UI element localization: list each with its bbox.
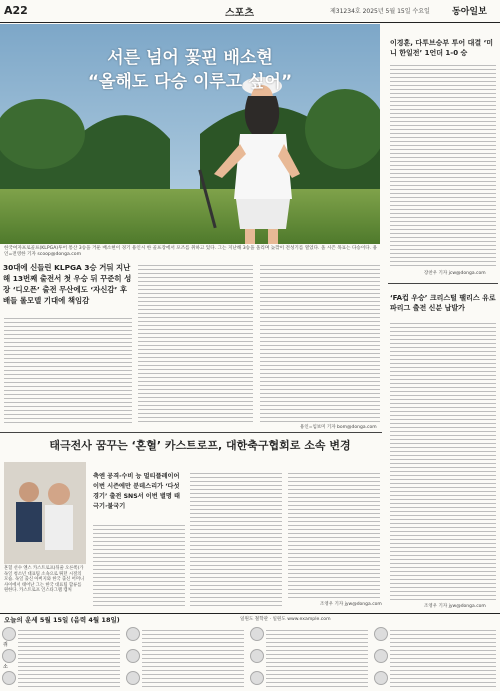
horse-icon — [250, 627, 264, 641]
second-story-deck: 축엔 공격·수비 능 멀티플레이어 이번 시즌에만 분데스리가 ‘다섯 경기’ 출전 SNS서 이번 별명 태극기·불국기 — [93, 473, 180, 510]
rat-icon — [2, 627, 16, 641]
snake-icon — [126, 671, 140, 685]
main-story-deck: 30대에 신들린 KLPGA 3승 거둬 지난해 13번째 출전서 첫 우승 뒤 꾸준히 성장 ‘디오픈’ 출전 무산에도 ‘자신감’ 후배들 롤모델 기대에 책임감 — [3, 263, 132, 305]
page-number: A22 — [4, 4, 28, 17]
fortune-text — [390, 627, 496, 687]
main-story-body-col2 — [138, 262, 253, 425]
monkey-icon — [250, 671, 264, 685]
fortune-col-3 — [250, 625, 370, 689]
second-story-byline: 조영우 기자 jyw@donga.com — [320, 602, 382, 607]
dog-icon — [374, 649, 388, 663]
headline-line-2: “올해도 다승 이루고 싶어” — [87, 72, 293, 92]
main-headline — [70, 46, 310, 94]
zodiac-label: 쥐 — [3, 642, 8, 648]
page-header — [0, 0, 500, 23]
photo-caption: 한국여자프로골프(KLPGA)투어 통산 3승을 거둔 배소현이 경기 용인시 한 골프장에서 포즈를 취하고 있다. 그는 지난해 3승을 올리며 늦깎이 전성기를 열었다. 올 시즌 목표는 다승이다. 용인=전영한 기자 scoop@donga.com — [4, 246, 378, 257]
second-story-body-col2 — [190, 470, 282, 608]
tiger-icon — [2, 671, 16, 685]
main-story-body-col1 — [4, 315, 132, 425]
section-name: 스포츠 — [225, 8, 254, 19]
right-story-2-body — [390, 320, 496, 600]
right-story-2-byline: 조영우 기자 jyw@donga.com — [424, 604, 486, 609]
dragon-icon — [126, 649, 140, 663]
fortune-text — [142, 627, 244, 687]
main-photo — [0, 24, 380, 244]
main-story-byline: 용인=임보미 기자 bom@donga.com — [300, 425, 377, 430]
right-column-divider — [388, 283, 498, 284]
right-story-1-body — [390, 62, 496, 267]
rooster-icon — [374, 627, 388, 641]
ox-icon — [2, 649, 16, 663]
second-story-title: 태극전사 꿈꾸는 ‘혼혈’ 카스트로프, 대한축구협회로 소속 변경 — [49, 439, 351, 452]
zodiac-label: 소 — [3, 664, 8, 670]
fortune-header — [0, 613, 500, 624]
fortune-col-2 — [126, 625, 246, 689]
fortune-title: 오늘의 운세 5월 15일 (음력 4월 18일) — [4, 616, 120, 624]
second-story-body-col3 — [288, 470, 380, 598]
fortune-grid — [0, 625, 500, 689]
rabbit-icon — [126, 627, 140, 641]
right-story-1-title: 이경훈, 다투브승부 투어 대결 ‘미니 한일전’ 1언더 1-0 승 — [390, 39, 493, 57]
second-story-body-col1 — [93, 522, 185, 608]
issue-date: 제31234호 2025년 5월 15일 수요일 — [330, 8, 430, 15]
fortune-col-4 — [374, 625, 498, 689]
second-story-caption: 혼혈 선수 옌스 카스트로프(뒤줄 오른쪽)가 독일 청소년 대표팀 소속으로 뛰던 시절의 모습. 독일 출신 아버지와 한국 출신 어머니 사이에서 태어난 그는 한국 대표팀 합류를 원한다. 카스트로프 인스타그램 캡처 — [4, 566, 85, 593]
player-photo-illustration — [4, 462, 86, 564]
sheep-icon — [250, 649, 264, 663]
section-divider — [0, 432, 382, 433]
fortune-source: 일원도 철학관 · 일원도 www.example.com — [240, 617, 331, 622]
fortune-text — [18, 627, 120, 687]
second-story-photo — [4, 462, 86, 564]
fortune-col-1 — [2, 625, 122, 689]
fortune-text — [266, 627, 368, 687]
pig-icon — [374, 671, 388, 685]
paper-name: 동아일보 — [452, 7, 487, 17]
right-story-1-byline: 장찬우 기자 jcw@donga.com — [424, 271, 486, 276]
right-story-2-title: ‘FA컵 우승’ 크리스털 팰리스 유로파리그 출전 신분 남발가 — [390, 294, 496, 312]
main-story-body-col3 — [260, 262, 380, 422]
headline-line-1: 서른 넘어 꽃핀 배소현 — [107, 48, 273, 68]
